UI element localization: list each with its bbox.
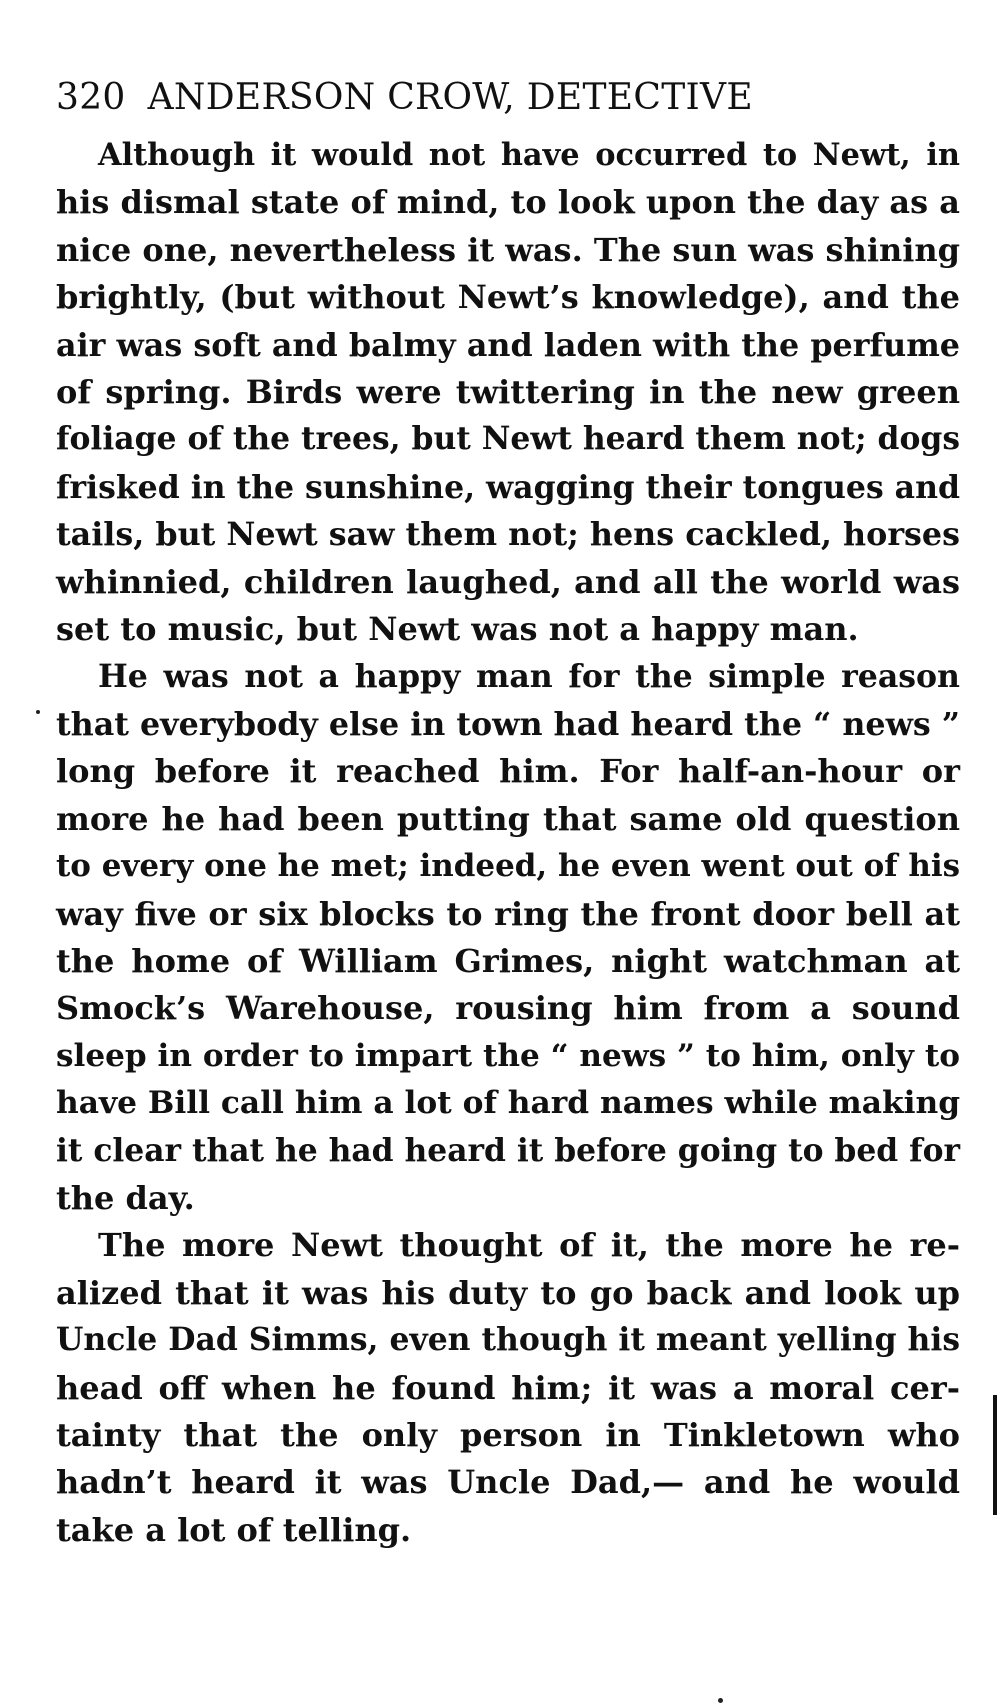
text-line: that everybody else in town had heard the “ news ”: [56, 705, 961, 743]
text-line: it clear that he had heard it before going to bed for: [56, 1132, 960, 1169]
text-line: Although it would not have occurred to Newt, in: [98, 137, 960, 173]
text-line: He was not a happy man for the simple reason: [98, 658, 960, 696]
text-line: have Bill call him a lot of hard names while making: [56, 1085, 961, 1122]
text-line: Smock’s Warehouse, rousing him from a sound: [56, 989, 960, 1028]
text-line: frisked in the sunshine, wagging their tongues and: [56, 468, 960, 506]
text-line: the home of William Grimes, night watchman at: [56, 941, 960, 980]
text-line: nice one, nevertheless it was. The sun was shining: [56, 230, 961, 269]
text-line: alized that it was his duty to go back and look up: [56, 1273, 960, 1312]
text-line: set to music, but Newt was not a happy man.: [56, 610, 859, 649]
paragraph-3: [56, 1222, 960, 1554]
text-line: whinnied, children laughed, and all the world was: [56, 562, 960, 601]
page-number: 320: [56, 77, 126, 118]
text-line: way five or six blocks to ring the front door bell at: [56, 894, 960, 933]
running-title: ANDERSON CROW, DETECTIVE: [147, 77, 753, 118]
text-line: brightly, (but without Newt’s knowledge), and the: [56, 278, 960, 317]
text-line: the day.: [56, 1178, 195, 1217]
page-edge-mark: [993, 1395, 997, 1515]
print-speck: [718, 1698, 723, 1703]
text-line: to every one he met; indeed, he even went out of his: [56, 848, 960, 885]
text-line: hadn’t heard it was Uncle Dad,— and he would: [56, 1463, 960, 1502]
text-line: tails, but Newt saw them not; hens cackled, horses: [56, 516, 960, 554]
text-line: sleep in order to impart the “ news ” to him, only to: [56, 1037, 960, 1074]
text-line: Uncle Dad Simms, even though it meant yelling his: [56, 1322, 960, 1359]
paragraph-2: [56, 653, 960, 1222]
text-line: The more Newt thought of it, the more he re-: [98, 1226, 960, 1265]
book-page: [56, 70, 960, 1554]
running-head: [56, 70, 960, 126]
text-line: tainty that the only person in Tinkletown who: [56, 1415, 960, 1454]
text-line: take a lot of telling.: [56, 1510, 412, 1549]
text-line: head off when he found him; it was a moral cer-: [56, 1368, 960, 1407]
paragraph-1: [56, 132, 960, 653]
text-line: foliage of the trees, but Newt heard them not; dogs: [56, 421, 960, 458]
print-speck: [36, 710, 40, 714]
text-line: air was soft and balmy and laden with the perfume: [56, 326, 960, 364]
text-line: long before it reached him. For half-an-hour or: [56, 752, 960, 791]
text-line: his dismal state of mind, to look upon the day as a: [56, 183, 960, 222]
text-line: of spring. Birds were twittering in the new green: [56, 373, 960, 412]
text-line: more he had been putting that same old question: [56, 799, 960, 838]
